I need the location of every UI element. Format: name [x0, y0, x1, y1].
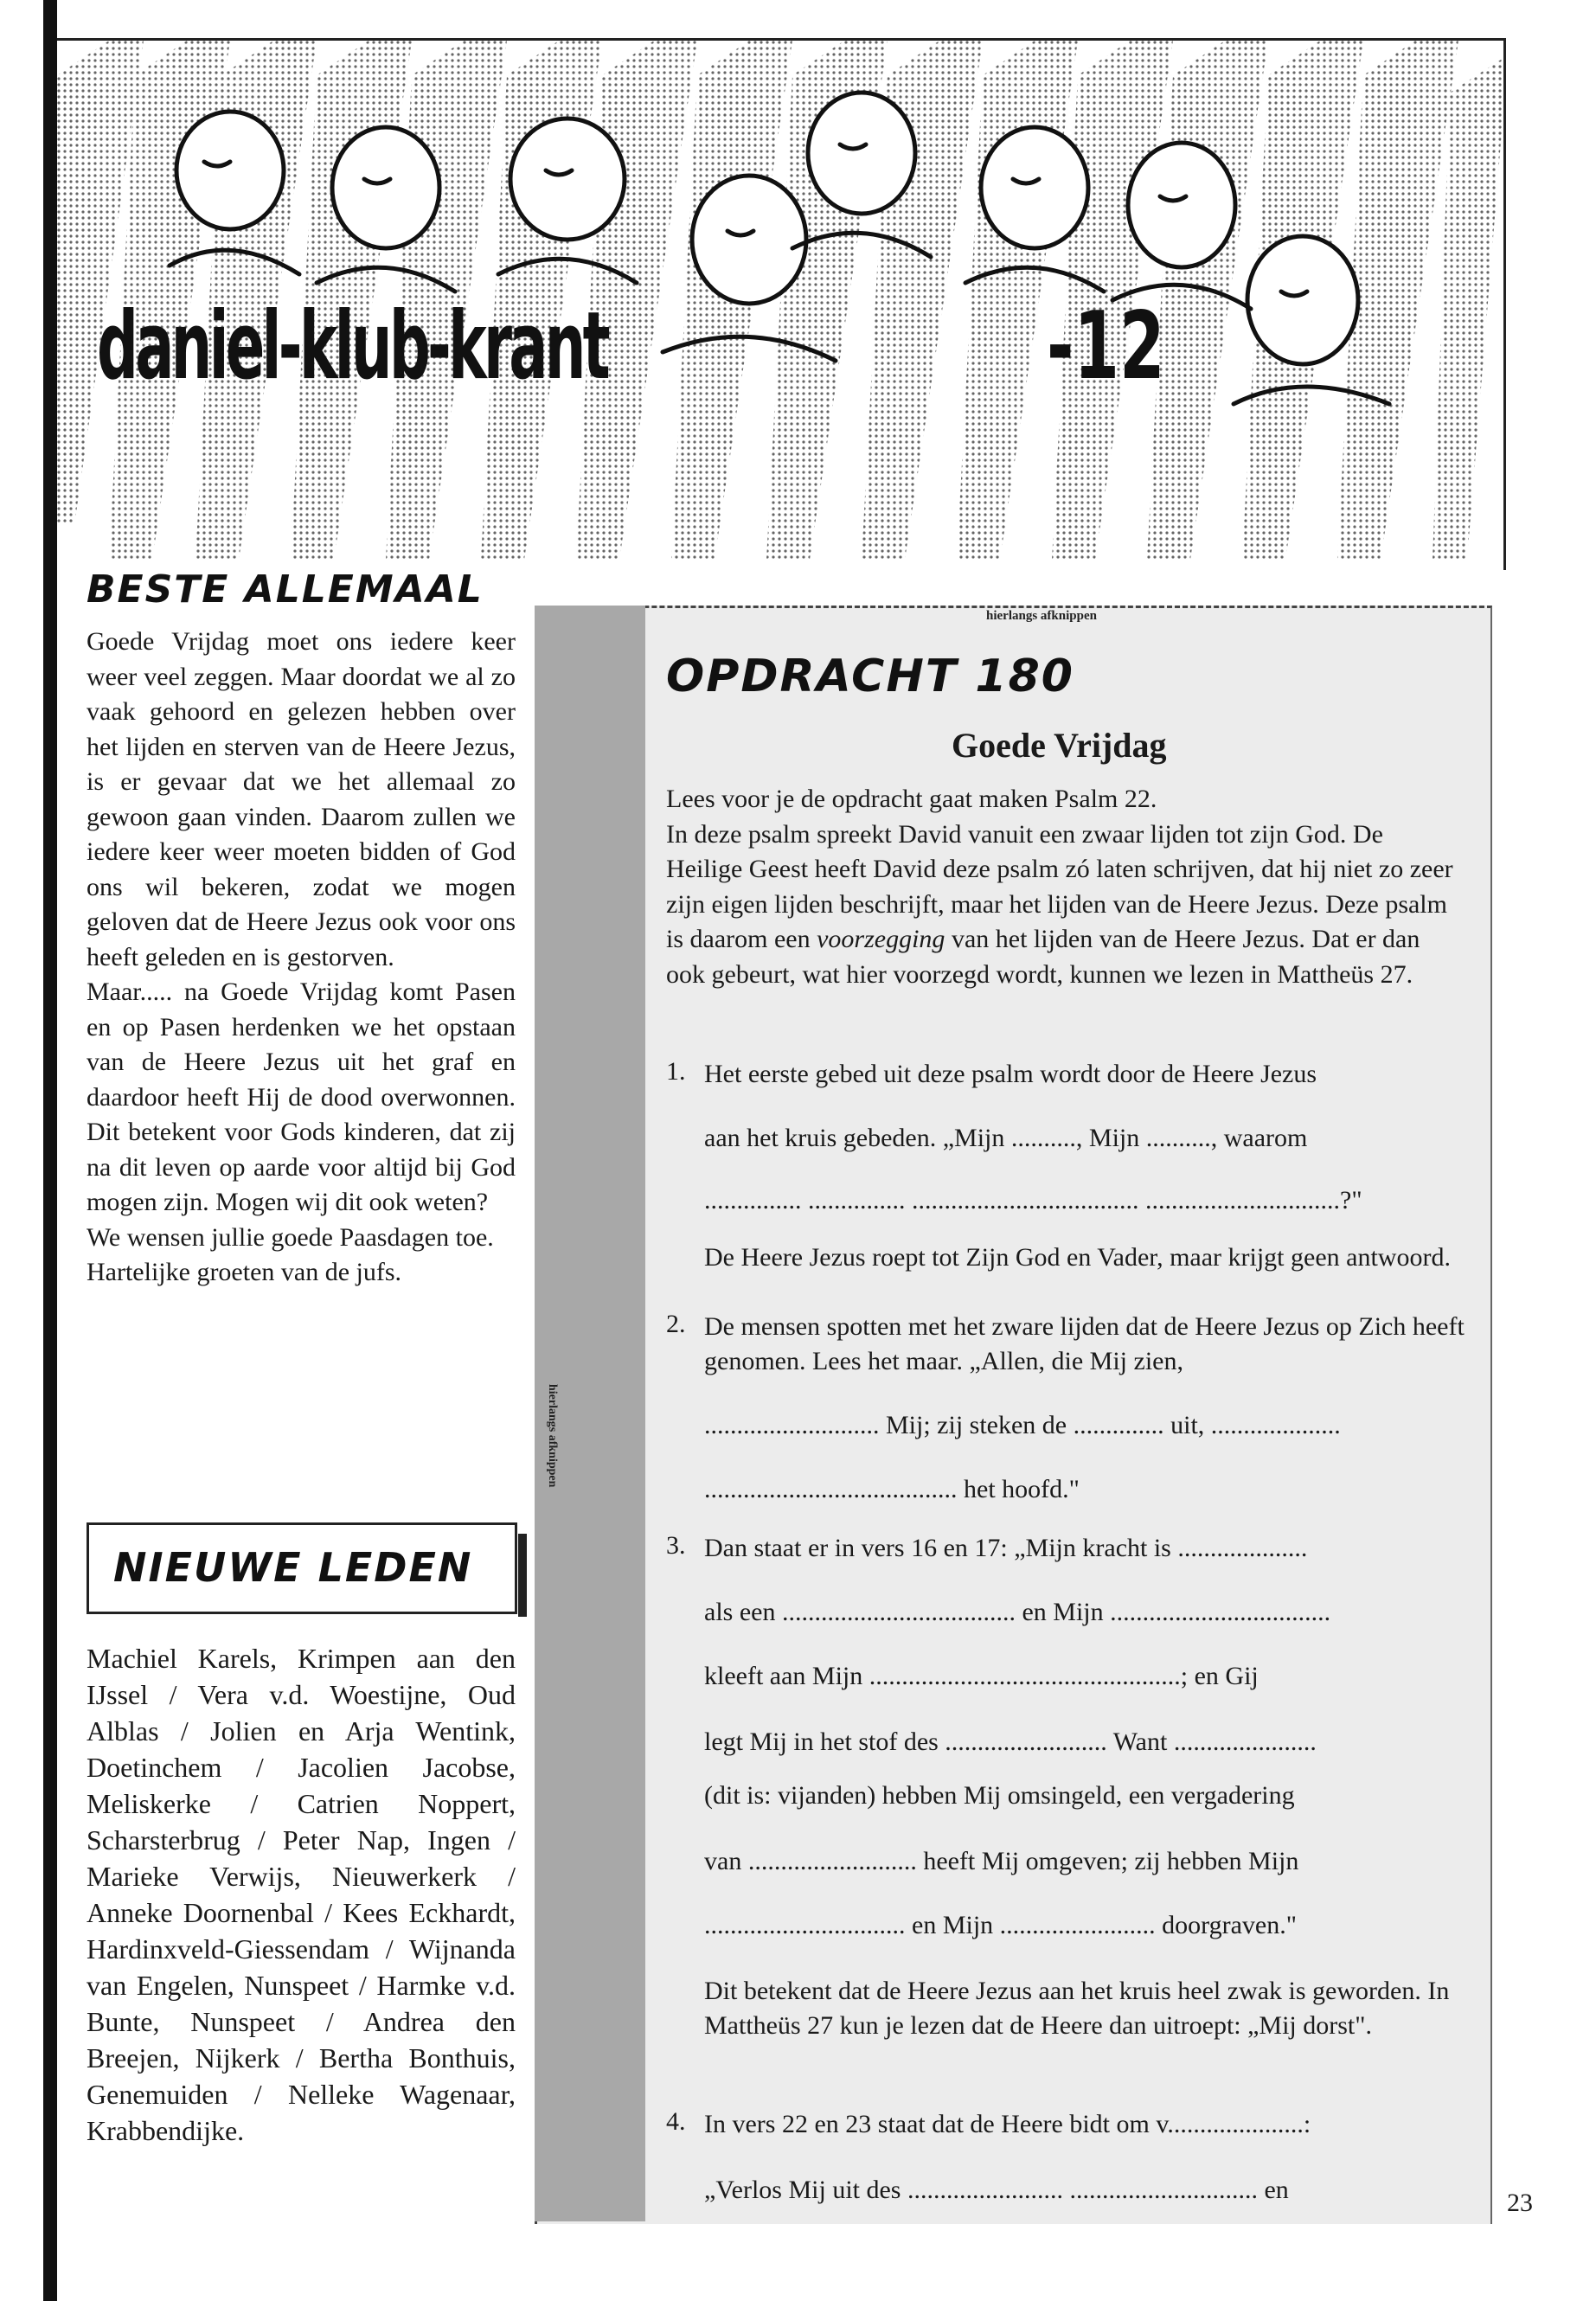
opdracht-intro [666, 782, 1462, 992]
cut-label-top: hierlangs afknippen [986, 609, 1097, 623]
question-1-number: 1. [666, 1057, 686, 1086]
beste-allemaal-text [87, 625, 516, 1291]
nieuwe-leden-text: Machiel Karels, Krimpen aan den IJssel / Vera v.d. Woestijne, Oud Alblas / Jolien en Arja Wentink, Doetinchem / Jacolien Jacobse, Meliskerke / Catrien Noppert, Scharsterbrug / Peter Nap, Ingen / Marieke Verwijs, Nieuwerkerk / Anneke Doornenbal / Kees Eckhardt, Hardinxveld-Giessendam / Wijnanda van Engelen, Nunspeet / Harmke v.d. Bunte, Nunspeet / Andrea den Breejen, Nijkerk / Bertha Bonthuis, Genemuiden / Nelleke Wagenaar, Krabbendijke. [87, 1643, 516, 2146]
question-3-line-3[interactable]: kleeft aan Mijn ................................................; en Gij [704, 1662, 1259, 1690]
question-3-line-1[interactable]: Dan staat er in vers 16 en 17: „Mijn kracht is .................... [704, 1534, 1308, 1562]
opdracht-heading: OPDRACHT 180 [666, 651, 1074, 702]
beste-allemaal-heading: BESTE ALLEMAAL [87, 567, 484, 612]
question-2-line-3[interactable]: ....................................... het hoofd." [704, 1475, 1080, 1503]
intro-text-italic: voorzegging [817, 925, 945, 953]
question-1-line-2[interactable]: aan het kruis gebeden. „Mijn .........., Mijn .........., waarom [704, 1124, 1308, 1152]
nieuwe-leden-box [87, 1522, 517, 1614]
question-1-line-4: De Heere Jezus roept tot Zijn God en Vader, maar krijgt geen antwoord. [704, 1243, 1451, 1272]
beste-paragraph-3: We wensen jullie goede Paasdagen toe. [87, 1222, 494, 1252]
question-3-number: 3. [666, 1531, 686, 1560]
box-shadow [518, 1534, 527, 1617]
question-3-line-2[interactable]: als een .................................... en Mijn .................................. [704, 1598, 1331, 1626]
issue-number: -12 [1047, 292, 1165, 401]
question-1-line-1: Het eerste gebed uit deze psalm wordt door de Heere Jezus [704, 1060, 1317, 1088]
nieuwe-leden-heading: NIEUWE LEDEN [113, 1544, 473, 1591]
question-2-line-2[interactable]: ........................... Mij; zij steken de .............. uit, .................... [704, 1411, 1341, 1439]
question-2-number: 2. [666, 1310, 686, 1338]
question-4-line-1[interactable]: In vers 22 en 23 staat dat de Heere bidt om v.....................: [704, 2110, 1311, 2138]
question-3-line-5: (dit is: vijanden) hebben Mij omsingeld, een vergadering [704, 1781, 1295, 1810]
newspaper-title: daniel-klub-krant [97, 292, 607, 401]
intro-text-c: van het lijden van de Heere Jezus. Dat er dan ook gebeurt, wat hier voorzegd wordt, kunnen we lezen in Mattheüs 27. [666, 925, 1420, 989]
question-2-line-1: De mensen spotten met het zware lijden dat de Heere Jezus op Zich heeft genomen. Lees het maar. „Allen, die Mij zien, [704, 1312, 1465, 1375]
question-3-line-7[interactable]: ............................... en Mijn ........................ doorgraven." [704, 1911, 1297, 1939]
question-3-line-8: Dit betekent dat de Heere Jezus aan het kruis heel zwak is geworden. In Mattheüs 27 kun je lezen dat de Heere dan uitroept: „Mij dorst". [704, 1977, 1450, 2040]
intro-text-a: In deze psalm spreekt David vanuit een zwaar lijden tot zijn God. De Heilige Geest heeft David deze psalm zó laten schrijven, dat hij niet zo zeer zijn eigen lijden beschrijft, maar het lijden van de Heere Jezus. Deze psalm is daarom een [666, 819, 1453, 953]
page-number: 23 [1507, 2189, 1533, 2217]
beste-paragraph-1: Goede Vrijdag moet ons iedere keer weer veel zeggen. Maar doordat we al zo vaak gehoord en gelezen hebben over het lijden en sterven van de Heere Jezus, is er gevaar dat we het allemaal zo gewoon gaan vinden. Daarom zullen we iedere keer weer moeten bidden of God ons wil bekeren, zodat we mogen geloven dat de Heere Jezus ook voor ons heeft geleden en is gestorven. [87, 627, 516, 971]
question-4-number: 4. [666, 2107, 686, 2136]
intro-line-1: Lees voor je de opdracht gaat maken Psalm 22. [666, 785, 1157, 813]
question-4-line-2[interactable]: „Verlos Mij uit des ........................ ............................. en [704, 2176, 1289, 2204]
opdracht-subtitle: Goede Vrijdag [952, 726, 1167, 765]
question-3-line-4[interactable]: legt Mij in het stof des ......................... Want ...................... [704, 1727, 1317, 1756]
beste-paragraph-4: Hartelijke groeten van de jufs. [87, 1258, 402, 1286]
intro-paragraph [666, 817, 1462, 993]
page-spine-bar [43, 0, 57, 2301]
beste-paragraph-2: Maar..... na Goede Vrijdag komt Pasen en op Pasen herdenken we het opstaan van de Heere Jezus uit het graf en daardoor heeft Hij de dood overwonnen. Dit betekent voor Gods kinderen, dat zij na dit leven op aarde voor altijd bij God mogen zijn. Mogen wij dit ook weten? [87, 977, 516, 1216]
question-1-line-3[interactable]: ............... ............... ................................... ..............................?" [704, 1186, 1362, 1215]
cut-label-vertical: hierlangs afknippen [546, 1384, 559, 1488]
question-3-line-6[interactable]: van .......................... heeft Mij omgeven; zij hebben Mijn [704, 1847, 1299, 1875]
